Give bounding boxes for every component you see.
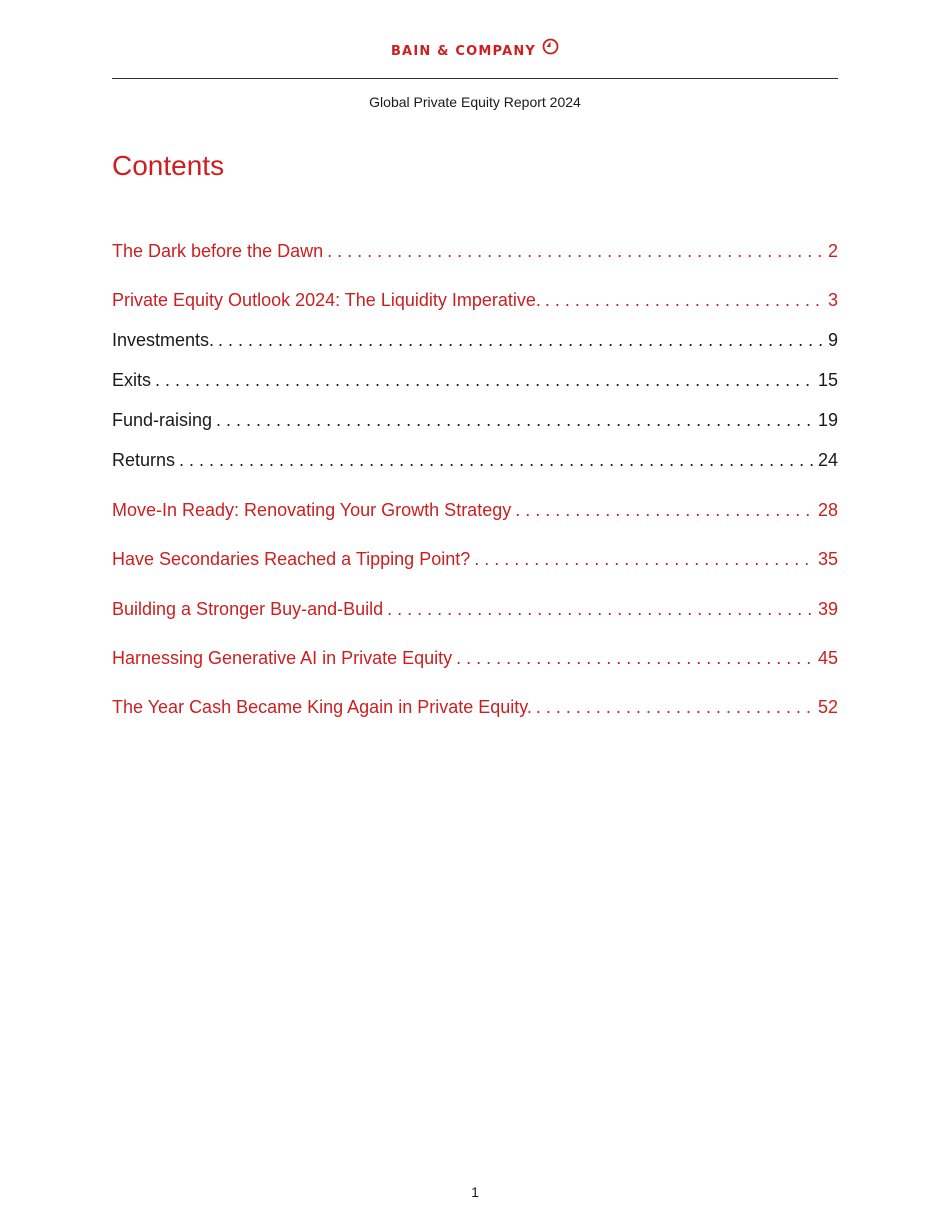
toc-entry[interactable] xyxy=(112,596,838,622)
toc-entry-title: Building a Stronger Buy-and-Build xyxy=(112,599,384,619)
toc-entry-title: Investments. xyxy=(112,330,215,350)
brand-name: BAIN & COMPANY xyxy=(390,44,537,59)
toc-dot-leader xyxy=(155,367,814,393)
header-divider xyxy=(112,78,838,79)
toc-dot-leader xyxy=(536,694,814,720)
report-title: Global Private Equity Report 2024 xyxy=(369,94,581,110)
toc-dot-leader xyxy=(387,596,814,622)
toc-entry-title: Move-In Ready: Renovating Your Growth Strategy xyxy=(112,500,512,520)
bain-logo-mark-icon xyxy=(542,38,559,62)
toc-entry-page: 3 xyxy=(827,290,838,310)
toc-entry-page: 52 xyxy=(817,697,838,717)
toc-dot-leader xyxy=(515,497,814,523)
toc-entry[interactable] xyxy=(112,546,838,572)
toc-entry-title: Harnessing Generative AI in Private Equity xyxy=(112,648,453,668)
toc-entry-title: Exits xyxy=(112,370,152,390)
toc-entry[interactable] xyxy=(112,287,838,313)
toc-entry-page: 45 xyxy=(817,648,838,668)
toc-dot-leader xyxy=(218,327,824,353)
toc-entry[interactable] xyxy=(112,497,838,523)
toc-entry[interactable] xyxy=(112,694,838,720)
toc-entry[interactable] xyxy=(112,407,838,433)
toc-dot-leader xyxy=(327,238,824,264)
toc-entry-title: The Year Cash Became King Again in Private Equity. xyxy=(112,697,532,717)
toc-dot-leader xyxy=(474,546,814,572)
toc-entry-title: Fund-raising xyxy=(112,410,213,430)
toc-entry-page: 24 xyxy=(817,450,838,470)
toc-entry-page: 15 xyxy=(817,370,838,390)
toc-entry[interactable] xyxy=(112,367,838,393)
toc-entry-title: The Dark before the Dawn xyxy=(112,241,324,261)
toc-entry-title: Private Equity Outlook 2024: The Liquidity Imperative. xyxy=(112,290,541,310)
toc-entry-page: 9 xyxy=(827,330,838,350)
toc-entry[interactable] xyxy=(112,327,838,353)
toc-entry-page: 2 xyxy=(827,241,838,261)
toc-dot-leader xyxy=(179,447,814,473)
toc-dot-leader xyxy=(456,645,814,671)
toc-entry-title: Returns xyxy=(112,450,176,470)
brand-logo xyxy=(0,41,950,62)
toc-dot-leader xyxy=(545,287,824,313)
toc-entry[interactable] xyxy=(112,238,838,264)
toc-entry-page: 28 xyxy=(817,500,838,520)
toc-entry-page: 19 xyxy=(817,410,838,430)
toc-entry-title: Have Secondaries Reached a Tipping Point? xyxy=(112,549,471,569)
page-number: 1 xyxy=(471,1184,479,1200)
toc-dot-leader xyxy=(216,407,814,433)
toc-entry[interactable] xyxy=(112,447,838,473)
page-title: Contents xyxy=(112,150,225,181)
toc-entry-page: 39 xyxy=(817,599,838,619)
toc-entry-page: 35 xyxy=(817,549,838,569)
toc-entry[interactable] xyxy=(112,645,838,671)
